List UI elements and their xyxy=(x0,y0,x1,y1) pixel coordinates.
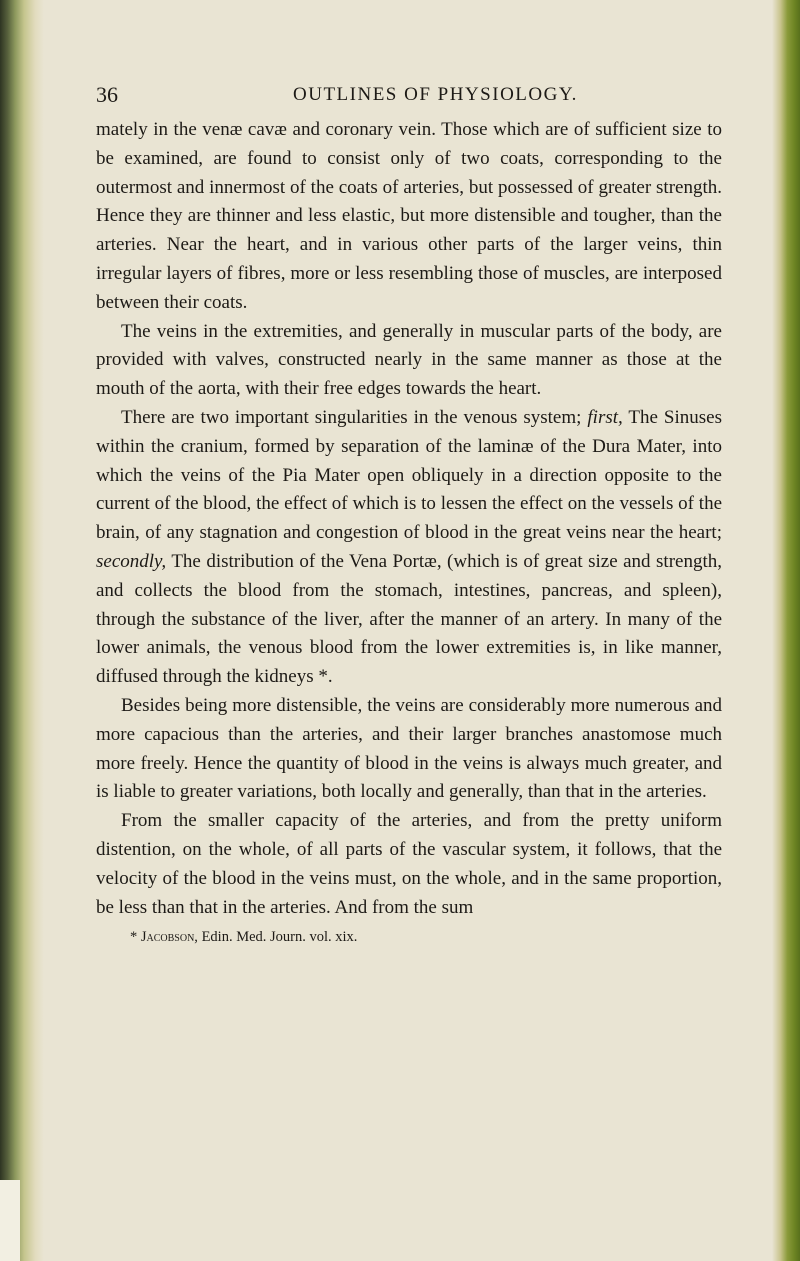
secondly-label: secondly, xyxy=(96,550,167,572)
footnote-marker: * xyxy=(130,929,138,946)
footnote-citation: Edin. Med. Journ. vol. xix. xyxy=(201,929,358,946)
paragraph-3-part-3: The distribution of the Vena Portæ, (which is of great size and strength, and collects the blood from the stomach, intestines, pancreas, and spleen), through the substance of the liver, after the manner of an artery. In many of the lower animals, the venous blood from the lower extremities is, in like manner, diffused through the kidneys *. xyxy=(96,550,722,688)
page-number: 36 xyxy=(96,82,118,107)
first-label: first, xyxy=(587,406,623,428)
running-title: OUTLINES OF PHYSIOLOGY. xyxy=(293,84,578,105)
paragraph-1: mately in the venæ cavæ and coronary vein. Those which are of sufficient size to be examined, are found to consist only of two coats, corresponding to the outermost and innermost of the coats of arteries, but possessed of greater strength. Hence they are thinner and less elastic, but more distensible and tougher, than the arteries. Near the heart, and in various other parts of the larger veins, thin irregular layers of fibres, more or less resembling those of muscles, are interposed between their coats. xyxy=(96,119,722,313)
paragraph-2: The veins in the extremities, and generally in muscular parts of the body, are provided with valves, constructed nearly in the same manner as those at the mouth of the aorta, with their free edges towards the heart. xyxy=(96,320,722,400)
page-edge-right xyxy=(772,0,800,1261)
footnote xyxy=(130,928,722,946)
paragraph-3 xyxy=(96,404,722,692)
book-binding-shadow xyxy=(0,0,44,1261)
paragraph-3-part-2: The Sinuses within the cranium, formed by separation of the laminæ of the Dura Mater, into which the veins of the Pia Mater open obliquely in a direction opposite to the current of the blood, the effect of which is to lessen the effect on the vessels of the brain, of any stagnation and congestion of blood in the great veins near the heart; xyxy=(96,406,723,544)
paragraph-3-part-1: There are two important singularities in the venous system; xyxy=(121,406,582,428)
paragraph-5: From the smaller capacity of the arteries, and from the pretty uniform distention, on the whole, of all parts of the vascular system, it follows, that the velocity of the blood in the veins must, on the whole, and in the same proportion, be less than that in the arteries. And from the sum xyxy=(96,810,722,918)
page-content xyxy=(96,72,722,946)
footnote-author: Jacobson, xyxy=(140,929,198,946)
paragraph-4: Besides being more distensible, the veins are considerably more numerous and more capacious than the arteries, and their larger branches anastomose much more freely. Hence the quantity of blood in the veins is always much greater, and is liable to greater variations, both locally and generally, than that in the arteries. xyxy=(96,694,722,803)
page-header xyxy=(96,72,722,116)
binding-paper-edge xyxy=(0,1180,20,1261)
